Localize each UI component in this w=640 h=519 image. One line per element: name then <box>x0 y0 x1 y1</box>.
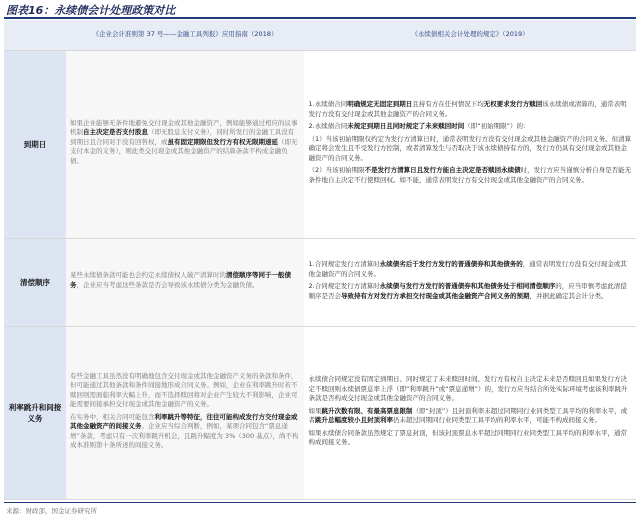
table-row <box>4 326 636 500</box>
body-text: 该永续债或清算的，通常表明发行方没有交付现金或其他金融资产的合同义务。 <box>308 100 627 118</box>
body-text: ，并据此确定其会计分类。 <box>529 291 608 300</box>
emphasized-text: 明确规定无固定到期日 <box>347 100 413 108</box>
body-text: 1.合同规定发行方清算时 <box>308 260 380 268</box>
body-text: 1.永续债合同 <box>308 100 348 108</box>
emphasized-text: 虽有固定期限但发行方有权无限期递延 <box>167 137 278 146</box>
emphasized-text: 不是发行方清算日且发行方能自主决定是否赎回永续债 <box>364 166 521 174</box>
body-text: （1）当该初始期限仅约定为发行方清算日时，通常表明发行方没有交付现金或其他金融资产的合同义务。但清算确定将会发生且不受发行方控制，或者清算发生与否取决于该永续债持有方的，发行方仍具有交付现金或其他金融资产的合同义务。 <box>308 134 632 162</box>
cell-2019-priority <box>304 238 636 326</box>
paragraph <box>309 282 633 301</box>
cell-2018-maturity <box>66 50 304 238</box>
body-text: 某些永续债条款可能也会约定永续债权人破产清算时的 <box>70 271 226 279</box>
paragraph <box>309 260 633 279</box>
bottom-rule <box>4 502 636 503</box>
paragraph <box>70 413 300 451</box>
emphasized-text: 未规定到期日且同时规定了未来赎回时间 <box>347 122 465 130</box>
cell-2019-maturity <box>304 50 636 238</box>
body-text: 如果永续债合同条款虽然规定了票息封顶，但该封顶票息水平超过同期同行业同类型工具平均的利率水平，通常构成间接义务。 <box>308 428 627 446</box>
emphasized-text: 永续债劣后于发行方发行的普通债券和其他债务的 <box>379 260 523 268</box>
body-text: 时，发行方应当谨慎分析自身是否能无条件地自主决定不行使赎回权。如不能，通常表明发行方有交付现金或其他金融资产的合同义务。 <box>308 166 632 184</box>
title-rule <box>4 17 636 19</box>
body-text: 可能通过其他条款和条件间接地形成合同义务。 <box>76 381 213 390</box>
paragraph <box>309 100 633 119</box>
body-text: （即无支付本金的义务），则此类交付现金或其他金融资产的结算条款不构成金融负债。 <box>70 137 298 165</box>
body-text: 如果企业能够无条件地避免交付现金或其他金融资产，例如能够通过相应的议事机制 <box>70 118 298 137</box>
body-text: 永续债合同规定没有固定到期日、同时规定了未来赎回时间、发行方有权自主决定未来是否赎回且如果发行方决定不赎回则永续债票息率上浮（即“利率跳升”或“票息递增”）的，发行方应当结合所处实际环境考虑该利率跳升条款是否构成交付现金或其他金融资产的合同义务。 <box>308 375 628 402</box>
paragraph <box>309 407 633 426</box>
body-text: 的，应当审慎考虑此清偿顺序是否会 <box>308 282 627 300</box>
body-text: （即“初始期限”）的： <box>464 122 530 130</box>
policy-comparison-table <box>4 20 636 500</box>
emphasized-text: 跳升总幅度较小且封顶利率 <box>315 416 393 424</box>
body-text: 2.合同规定发行方清算时 <box>308 282 380 290</box>
paragraph <box>309 135 633 164</box>
row-label-priority: 清偿顺序 <box>4 238 66 326</box>
body-text: 仍未超过同期同行业同类型工具平均的利率水平，可能不构成间接义务。 <box>393 416 601 424</box>
emphasized-text: 永续债与发行方发行的普通债券和其他债务处于相同清偿顺序 <box>379 282 556 290</box>
body-text: （2）当该初始期限 <box>308 166 365 174</box>
row-label-maturity: 到期日 <box>4 50 66 238</box>
header-empty-cell <box>4 20 66 50</box>
paragraph <box>70 372 300 410</box>
paragraph <box>309 429 633 448</box>
body-text: （即无股息支付义务），同时所发行的金融工具没有到期日且合同对手没有回售权，或 <box>70 128 295 146</box>
body-text: 例如，企业在利率跳升时若不赎回则需面临利率大幅上升，而不选择赎回将对企业产生较大不利影响，企业可能需要间接承担交付现金或其他金融资产的义务。 <box>70 381 298 409</box>
source-note: 来源：财政部，国金证券研究所 <box>6 507 97 515</box>
header-col-2019: 《永续债相关会计处理的规定》（2019） <box>304 20 636 50</box>
header-row <box>4 20 636 50</box>
body-text: 如果 <box>308 406 322 415</box>
body-text: 2.永续债合同 <box>308 122 348 130</box>
paragraph <box>70 119 300 167</box>
paragraph <box>70 271 300 290</box>
header-col-2018: 《企业会计准则第 37 号——金融工具列报》应用指南（2018） <box>66 20 304 50</box>
emphasized-text: 导致持有方对发行方承担交付现金或其他金融资产合同义务的预期 <box>341 291 530 300</box>
table-row <box>4 238 636 326</box>
row-label-step-up: 利率跳升和间接义务 <box>4 326 66 500</box>
emphasized-text: 清偿顺序等同于一般债务 <box>70 271 291 289</box>
cell-2018-step-up <box>66 326 304 500</box>
paragraph <box>309 166 633 185</box>
paragraph <box>309 375 633 404</box>
table-row <box>4 50 636 238</box>
emphasized-text: 跳升次数有限、有最高票息限制 <box>321 406 413 415</box>
emphasized-text: 无权要求发行方赎回 <box>483 100 543 108</box>
cell-2018-priority <box>66 238 304 326</box>
body-text: 在实务中，相关合同可能包含 <box>70 412 155 421</box>
body-text: 且持有方在任何情况下均 <box>412 100 484 108</box>
body-text: （即“封顶”）且封顶利率未超过同期同行业同类型工具平均的利率水平，或者 <box>308 406 628 424</box>
body-text: 有些金融工具虽然没有明确地包含交付现金或其他金融资产义务的条款和条件，但 <box>70 371 298 390</box>
body-text: ，通常表明发行方没有交付现金或其他金融资产的合同义务。 <box>308 260 627 278</box>
figure-title: 图表16：永续债会计处理政策对比 <box>6 4 176 17</box>
paragraph <box>309 122 633 132</box>
emphasized-text: 利率跳升等特征，往往可能构成发行方交付现金或其他金融资产的间接义务 <box>70 412 298 431</box>
emphasized-text: 自主决定是否支付股息 <box>83 128 148 137</box>
body-text: ，企业应当考虑这些条款是否会导致该永续债分类为金融负债。 <box>76 280 259 289</box>
cell-2019-step-up <box>304 326 636 500</box>
body-text: 。企业应当综合判断，例如，某项合同包含“票息递增”条款，考虑只有一次利率跳升机会，且跳升幅度为 3%（300 基点），尚不构成本准则第十条所述的间接义务。 <box>70 422 299 450</box>
